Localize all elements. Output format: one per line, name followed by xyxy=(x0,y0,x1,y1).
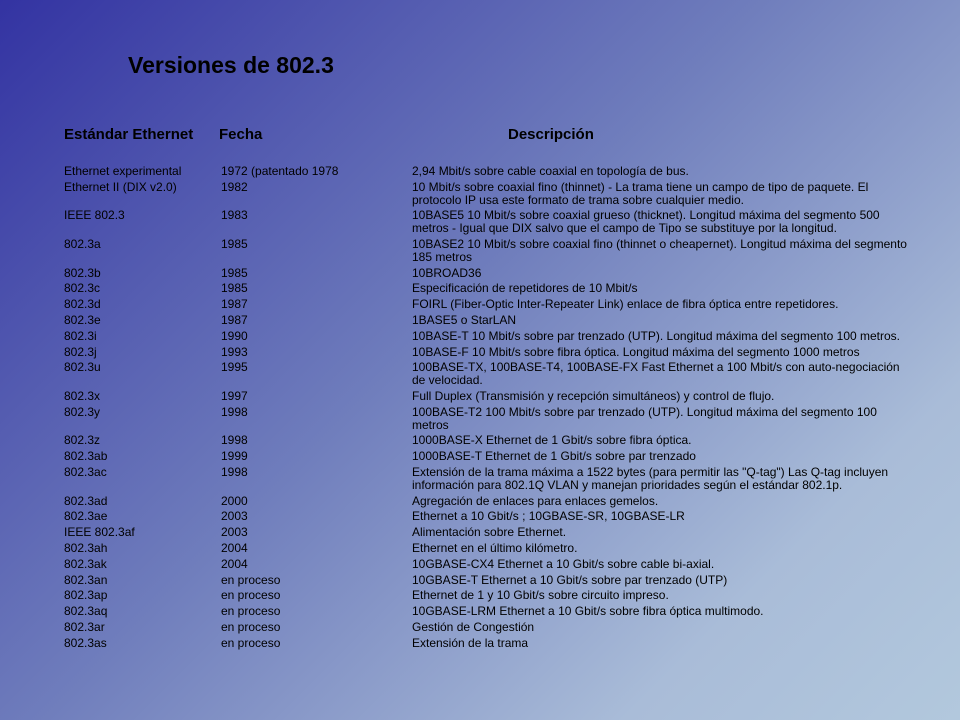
cell-description: 2,94 Mbit/s sobre cable coaxial en topología de bus. xyxy=(412,164,689,178)
table-row xyxy=(0,298,960,314)
cell-description: Especificación de repetidores de 10 Mbit/s xyxy=(412,281,638,296)
table-row xyxy=(0,406,960,435)
cell-description: 100BASE-T2 100 Mbit/s sobre par trenzado (UTP). Longitud máxima del segmento 100 metros xyxy=(412,404,877,432)
table-row xyxy=(0,390,960,406)
table-row xyxy=(0,495,960,511)
cell-date: 1983 xyxy=(221,208,248,223)
cell-description: Extensión de la trama xyxy=(412,635,529,650)
table-row xyxy=(0,346,960,362)
cell-description: 10BASE2 10 Mbit/s sobre coaxial fino (thinnet o cheapernet). Longitud máxima del segmento 185 metros xyxy=(412,236,907,264)
cell-date: en proceso xyxy=(221,588,281,603)
cell-standard: 802.3ad xyxy=(64,493,108,508)
cell-date: en proceso xyxy=(221,635,281,650)
cell-standard: 802.3ah xyxy=(64,540,108,555)
table-header xyxy=(0,126,960,146)
table-row xyxy=(0,330,960,346)
header-date: Fecha xyxy=(219,126,263,143)
cell-standard: 802.3d xyxy=(64,297,101,312)
table-row xyxy=(0,621,960,637)
table-row xyxy=(0,589,960,605)
table-row xyxy=(0,558,960,574)
cell-date: 1990 xyxy=(221,328,248,343)
cell-standard: 802.3j xyxy=(64,344,97,359)
cell-description: 10GBASE-LRM Ethernet a 10 Gbit/s sobre fibra óptica multimodo. xyxy=(412,604,764,619)
table-row xyxy=(0,526,960,542)
cell-date: 2004 xyxy=(221,556,248,571)
table-row xyxy=(0,466,960,495)
cell-standard: 802.3a xyxy=(64,236,101,251)
cell-date: en proceso xyxy=(221,572,281,587)
table-row xyxy=(0,574,960,590)
cell-standard: 802.3x xyxy=(64,388,101,403)
cell-standard: 802.3aq xyxy=(64,604,108,619)
cell-description: Ethernet a 10 Gbit/s ; 10GBASE-SR, 10GBASE-LR xyxy=(412,509,685,524)
cell-description: 1000BASE-T Ethernet de 1 Gbit/s sobre par trenzado xyxy=(412,449,696,464)
cell-standard: 802.3an xyxy=(64,572,108,587)
cell-standard: 802.3ar xyxy=(64,619,105,634)
table-row xyxy=(0,314,960,330)
table-row xyxy=(0,605,960,621)
cell-standard: 802.3ac xyxy=(64,464,107,479)
cell-description: Ethernet en el último kilómetro. xyxy=(412,540,578,555)
table-row xyxy=(0,209,960,238)
cell-description: 1000BASE-X Ethernet de 1 Gbit/s sobre fibra óptica. xyxy=(412,433,692,448)
table-row xyxy=(0,165,960,181)
cell-standard: 802.3u xyxy=(64,360,101,375)
cell-description: Agregación de enlaces para enlaces gemelos. xyxy=(412,493,659,508)
cell-description: 10BROAD36 xyxy=(412,265,482,280)
cell-date: 1987 xyxy=(221,297,248,312)
table-row xyxy=(0,434,960,450)
versions-table xyxy=(0,165,960,653)
cell-standard: 802.3e xyxy=(64,312,101,327)
cell-description: Gestión de Congestión xyxy=(412,619,535,634)
cell-date: 1982 xyxy=(221,179,248,194)
cell-date: 1993 xyxy=(221,344,248,359)
cell-standard: 802.3i xyxy=(64,328,97,343)
cell-description: Alimentación sobre Ethernet. xyxy=(412,525,567,540)
cell-standard: 802.3ak xyxy=(64,556,107,571)
cell-date: 2004 xyxy=(221,540,248,555)
cell-date: 1972 (patentado 1978 xyxy=(221,164,339,178)
cell-description: 10GBASE-CX4 Ethernet a 10 Gbit/s sobre cable bi-axial. xyxy=(412,556,715,571)
cell-date: 2000 xyxy=(221,493,248,508)
cell-standard: Ethernet experimental xyxy=(64,164,182,178)
cell-date: 1998 xyxy=(221,464,248,479)
cell-description: 1BASE5 o StarLAN xyxy=(412,312,517,327)
table-row xyxy=(0,450,960,466)
table-row xyxy=(0,282,960,298)
cell-description: FOIRL (Fiber-Optic Inter-Repeater Link) enlace de fibra óptica entre repetidores. xyxy=(412,297,839,312)
header-description: Descripción xyxy=(508,126,594,143)
cell-date: 1985 xyxy=(221,281,248,296)
cell-description: 10 Mbit/s sobre coaxial fino (thinnet) - La trama tiene un campo de tipo de paquete. El protocolo IP usa este formato de trama sobre cualquier medio. xyxy=(412,179,869,207)
cell-standard: Ethernet II (DIX v2.0) xyxy=(64,179,177,194)
cell-date: 1987 xyxy=(221,312,248,327)
cell-date: en proceso xyxy=(221,604,281,619)
table-row xyxy=(0,637,960,653)
slide-title: Versiones de 802.3 xyxy=(128,52,334,78)
cell-date: 1985 xyxy=(221,236,248,251)
cell-standard: IEEE 802.3 xyxy=(64,208,125,223)
cell-standard: 802.3as xyxy=(64,635,107,650)
cell-date: en proceso xyxy=(221,619,281,634)
cell-standard: 802.3b xyxy=(64,265,101,280)
cell-date: 1985 xyxy=(221,265,248,280)
cell-date: 1997 xyxy=(221,388,248,403)
cell-standard: 802.3c xyxy=(64,281,101,296)
table-row xyxy=(0,238,960,267)
cell-standard: 802.3y xyxy=(64,404,101,419)
cell-standard: 802.3z xyxy=(64,433,101,448)
cell-description: Full Duplex (Transmisión y recepción simultáneos) y control de flujo. xyxy=(412,388,775,403)
cell-description: 10BASE5 10 Mbit/s sobre coaxial grueso (thicknet). Longitud máxima del segmento 500 metros - Igual que DIX salvo que el campo de Tipo se substituye por la longitud. xyxy=(412,208,880,236)
cell-date: 1995 xyxy=(221,360,248,375)
cell-date: 1999 xyxy=(221,449,248,464)
cell-description: 10BASE-F 10 Mbit/s sobre fibra óptica. Longitud máxima del segmento 1000 metros xyxy=(412,344,860,359)
header-standard: Estándar Ethernet xyxy=(64,126,194,143)
cell-description: Extensión de la trama máxima a 1522 bytes (para permitir las "Q-tag") Las Q-tag incluyen información para 802.1Q VLAN y manejan prioridades según el estándar 802.1p. xyxy=(412,464,889,492)
table-row xyxy=(0,267,960,283)
cell-description: 10GBASE-T Ethernet a 10 Gbit/s sobre par trenzado (UTP) xyxy=(412,572,728,587)
cell-standard: IEEE 802.3af xyxy=(64,525,135,540)
cell-date: 2003 xyxy=(221,509,248,524)
cell-standard: 802.3ap xyxy=(64,588,108,603)
cell-description: 100BASE-TX, 100BASE-T4, 100BASE-FX Fast Ethernet a 100 Mbit/s con auto-negociación de velocidad. xyxy=(412,360,900,388)
cell-date: 1998 xyxy=(221,404,248,419)
cell-standard: 802.3ab xyxy=(64,449,108,464)
cell-description: Ethernet de 1 y 10 Gbit/s sobre circuito impreso. xyxy=(412,588,669,603)
table-row xyxy=(0,361,960,390)
table-row xyxy=(0,510,960,526)
cell-date: 1998 xyxy=(221,433,248,448)
cell-standard: 802.3ae xyxy=(64,509,108,524)
cell-date: 2003 xyxy=(221,525,248,540)
table-row xyxy=(0,542,960,558)
cell-description: 10BASE-T 10 Mbit/s sobre par trenzado (UTP). Longitud máxima del segmento 100 metros. xyxy=(412,328,901,343)
table-row xyxy=(0,181,960,210)
